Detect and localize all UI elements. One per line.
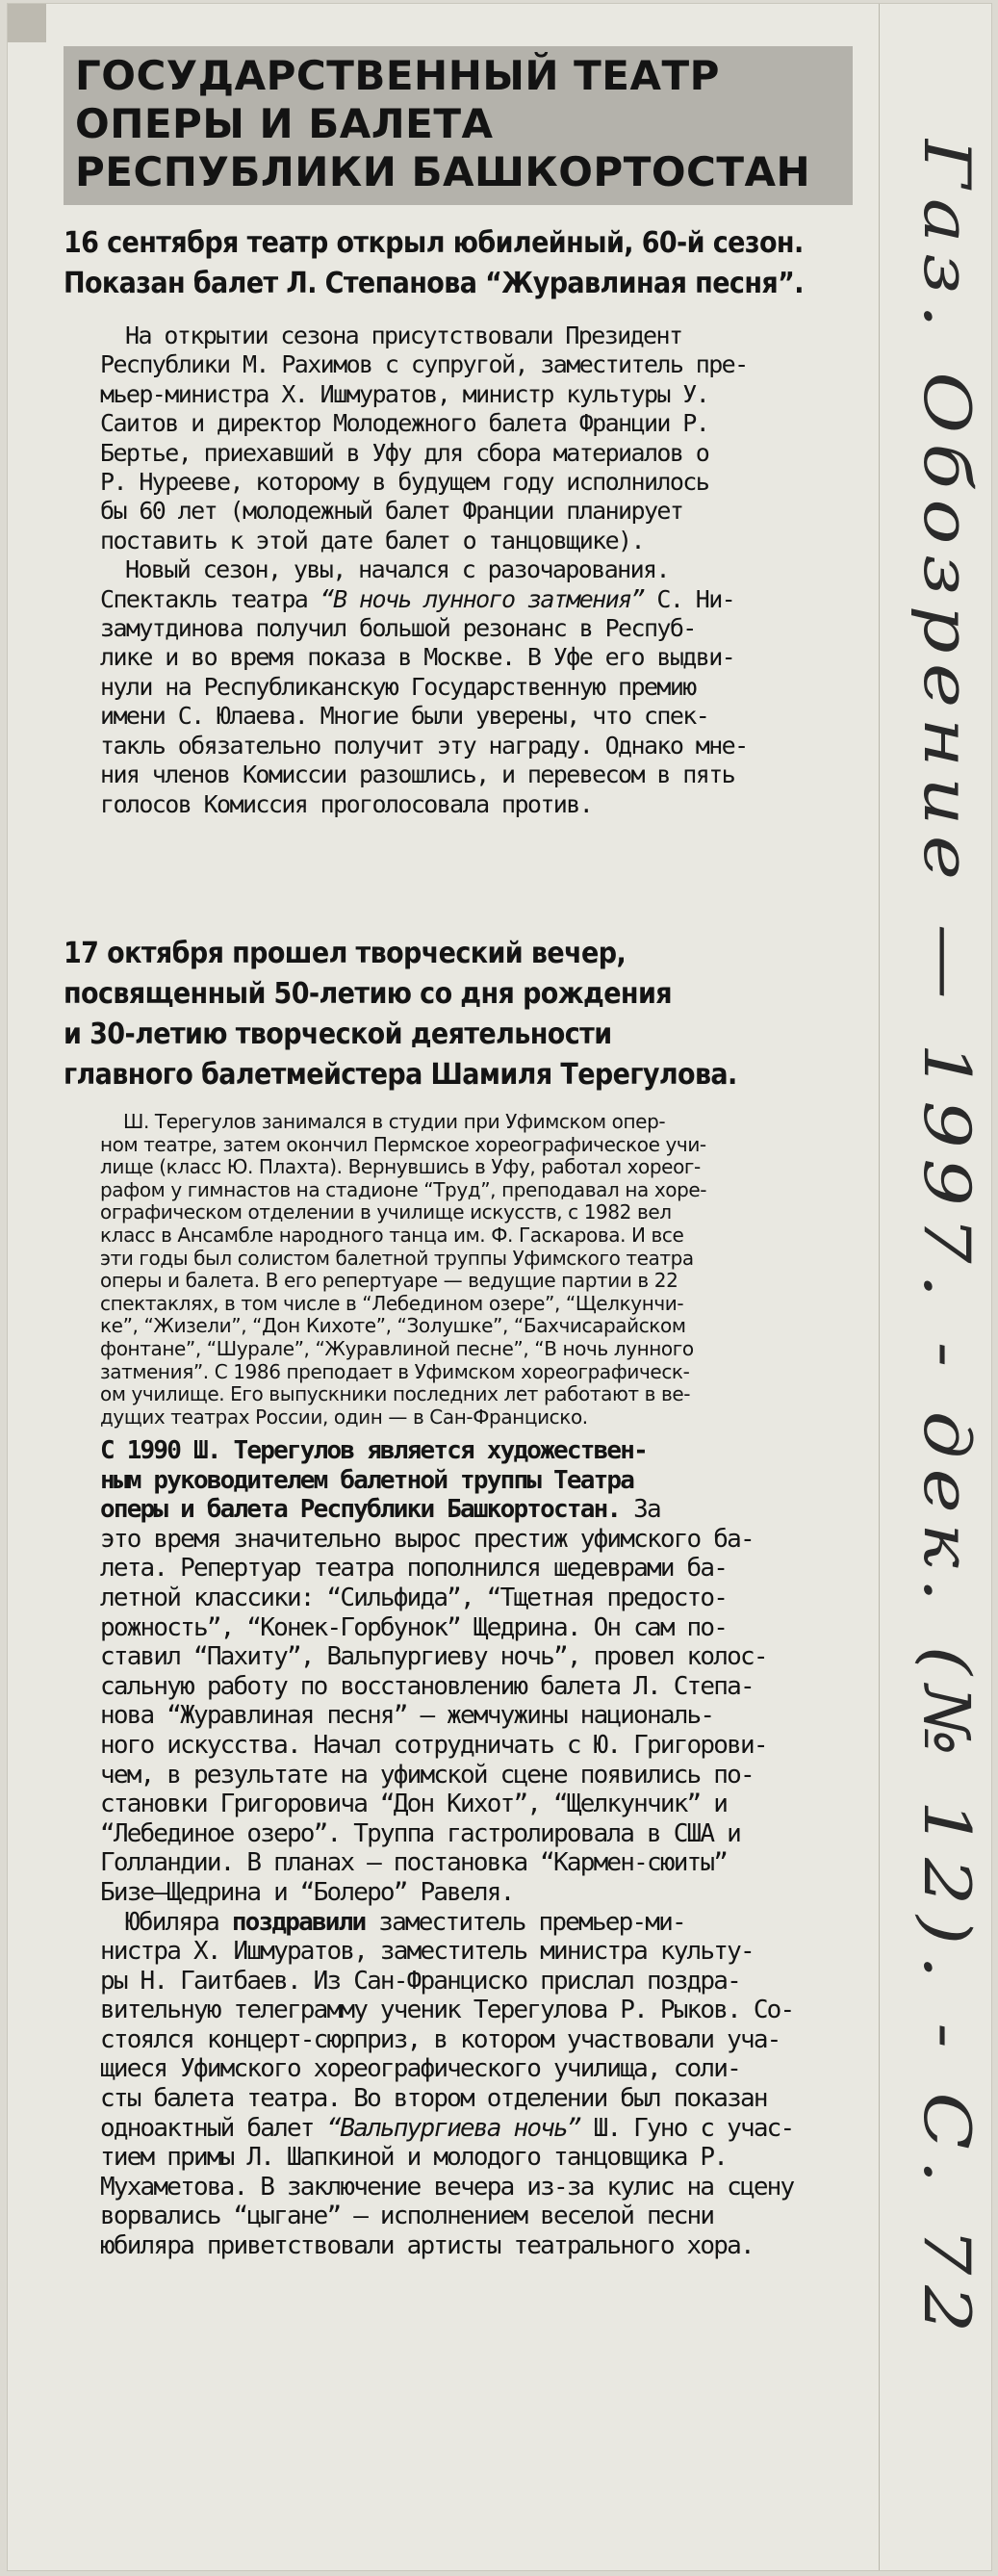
text-line: ографическом отделении в училище искусств, с 1982 вел (100, 1200, 672, 1224)
text-line: ом училище. Его выпускники последних лет работают в ве- (100, 1382, 691, 1406)
text-line: “Лебединое озеро”. Труппа гастролировала в США и (100, 1818, 740, 1848)
text-line: лике и во время показа в Москве. В Уфе его выдви- (100, 643, 735, 672)
text-line: Ш. Терегулов занимался в студии при Уфимском опер- (123, 1110, 666, 1133)
section1-heading (64, 223, 891, 304)
text-line: Новый сезон, увы, начался с разочарования. (125, 555, 669, 584)
text-line: бы 60 лет (молодежный балет Франции планирует (100, 497, 683, 526)
headline-box (64, 46, 853, 205)
heading-line: 17 октября прошел творческий вечер, (64, 937, 627, 970)
text-line: поставить к этой дате балет о танцовщике). (100, 526, 644, 554)
text-line: это время значительно вырос престиж уфимского ба- (100, 1524, 754, 1554)
heading-line: главного балетмейстера Шамиля Терегулова. (64, 1058, 737, 1092)
text-line: рафом у гимнастов на стадионе “Труд”, преподавал на хоре- (100, 1177, 707, 1201)
text-line: ке”, “Жизели”, “Дон Кихоте”, “Золушке”, “Бахчисарайском (100, 1314, 686, 1338)
text-span: одноактный балет (100, 2113, 327, 2143)
text-line (100, 1495, 889, 1525)
text-line: затмения”. С 1986 преподает в Уфимском хореографическ- (100, 1359, 690, 1383)
paragraph-artistic-director (100, 1436, 889, 2261)
text-line (100, 585, 889, 614)
text-line: Саитов и директор Молодежного балета Франции Р. (100, 409, 709, 438)
headline-line: ГОСУДАРСТВЕННЫЙ ТЕАТР (75, 52, 720, 99)
text-span: оперы и балета Республики Башкортостан. (100, 1495, 621, 1525)
text-line: Р. Нурееве, которому в будущем году исполнилось (100, 468, 709, 497)
text-line: летной классики: “Сильфида”, “Тщетная предосто- (100, 1583, 728, 1612)
text-line: лище (класс Ю. Плахта). Вернувшись в Уфу, работал хореог- (100, 1155, 701, 1179)
headline-line: ОПЕРЫ И БАЛЕТА (75, 100, 494, 147)
text-span: заместитель премьер-ми- (365, 1907, 685, 1937)
newspaper-page (8, 4, 991, 2570)
text-span: Ш. Гуно с учас- (579, 2113, 794, 2143)
section2-heading (64, 934, 891, 1095)
text-line: юбиляра приветствовали артисты театрального хора. (100, 2231, 754, 2261)
text-line: На открытии сезона присутствовали Президент (125, 322, 682, 349)
text-line: ном театре, затем окончил Пермское хореографическое учи- (100, 1132, 706, 1156)
text-line: ния членов Комиссии разошлись, и перевесом в пять (100, 760, 735, 789)
text-line: нули на Республиканскую Государственную премию (100, 672, 696, 701)
handwritten-text: Газ. Обозрение — 1997. - дек. (№ 12). - С. 72 (909, 139, 984, 2013)
text-line: сты балета театра. Во втором отделении был показан (100, 2084, 767, 2114)
text-line: ворвались “цыгане” — исполнением веселой песни (100, 2202, 714, 2231)
text-line (100, 2114, 889, 2144)
text-line: ного искусства. Начал сотрудничать с Ю. Григорови- (100, 1730, 767, 1760)
text-line: оперы и балета. В его репертуаре — ведущие партии в 22 (100, 1269, 678, 1293)
heading-line: 16 сентября театр открыл юбилейный, 60-й сезон. (64, 226, 804, 260)
heading-line: и 30-летию творческой деятельности (64, 1018, 612, 1051)
text-line: тием примы Л. Шапкиной и молодого танцовщика Р. (100, 2143, 728, 2173)
text-span: За (620, 1495, 660, 1525)
text-span: Спектакль театра (100, 584, 320, 613)
text-line: ным руководителем балетной труппы Театра (100, 1465, 634, 1495)
text-line: спектаклях, в том числе в “Лебедином озере”, “Щелкунчи- (100, 1291, 684, 1315)
headline-line: РЕСПУБЛИКИ БАШКОРТОСТАН (75, 148, 811, 195)
heading-line: посвященный 50-летию со дня рождения (64, 977, 672, 1011)
text-line: Мухаметова. В заключение вечера из-за кулис на сцену (100, 2172, 794, 2202)
text-line: голосов Комиссия проголосовала против. (100, 789, 593, 818)
text-line: ры Н. Гаитбаев. Из Сан-Франциско прислал поздра- (100, 1966, 740, 1996)
ballet-title: “Вальпургиева ночь” (326, 2113, 580, 2143)
text-line: нова “Журавлиная песня” — жемчужины националь- (100, 1701, 714, 1731)
text-line: Бертье, приехавший в Уфу для сбора материалов о (100, 438, 709, 467)
text-line: становки Григоровича “Дон Кихот”, “Щелкунчик” и (100, 1790, 728, 1819)
text-line: нистра Х. Ишмуратов, заместитель министра культу- (100, 1937, 754, 1967)
text-line (100, 1908, 889, 1938)
text-span: Юбиляра (125, 1907, 232, 1937)
text-line: имени С. Юлаева. Многие были уверены, что спек- (100, 702, 709, 731)
play-title: “В ночь лунного затмения” (320, 584, 644, 613)
text-line: эти годы был солистом балетной труппы Уфимского театра (100, 1246, 694, 1270)
text-line: такль обязательно получит эту награду. Однако мне- (100, 731, 748, 760)
text-line: ставил “Пахиту”, Вальпургиеву ночь”, провел колос- (100, 1642, 767, 1672)
text-line: Республики М. Рахимов с супругой, заместитель пре- (100, 350, 748, 379)
text-line: вительную телеграмму ученик Терегулова Р. Рыков. Со- (100, 1996, 794, 2025)
text-line: Голландии. В планах — постановка “Кармен-сюиты” (100, 1848, 728, 1878)
text-line: Бизе—Щедрина и “Болеро” Равеля. (100, 1877, 514, 1907)
handwritten-source-note (879, 139, 991, 2362)
text-line: рожность”, “Конек-Горбунок” Щедрина. Он сам по- (100, 1612, 728, 1642)
text-line: лета. Репертуар театра пополнился шедеврами ба- (100, 1554, 728, 1584)
text-line: фонтане”, “Шурале”, “Журавлиной песне”, “В ночь лунного (100, 1336, 694, 1360)
text-line: замутдинова получил большой резонанс в Респуб- (100, 614, 696, 643)
paragraph-opening (100, 322, 889, 819)
text-span: поздравили (231, 1907, 366, 1937)
text-line: мьер-министра Х. Ишмуратов, министр культуры У. (100, 379, 709, 408)
text-line: С 1990 Ш. Терегулов является художествен- (100, 1436, 647, 1465)
text-line: сальную работу по восстановлению балета Л. Степа- (100, 1671, 754, 1701)
torn-corner (8, 4, 46, 42)
text-line: класс в Ансамбле народного танца им. Ф. Гаскарова. И все (100, 1223, 684, 1247)
text-span: С. Ни- (643, 584, 735, 613)
heading-line: Показан балет Л. Степанова “Журавлиная песня”. (64, 267, 804, 300)
text-line: чем, в результате на уфимской сцене появились по- (100, 1760, 754, 1790)
text-line: дущих театрах России, один — в Сан-Франциско. (100, 1404, 588, 1429)
text-line: щиеся Уфимского хореографического училища, соли- (100, 2054, 740, 2084)
clipping (8, 4, 880, 2570)
text-line: стоялся концерт-сюрприз, в котором участвовали уча- (100, 2024, 780, 2054)
biography-paragraph (100, 1111, 889, 1429)
